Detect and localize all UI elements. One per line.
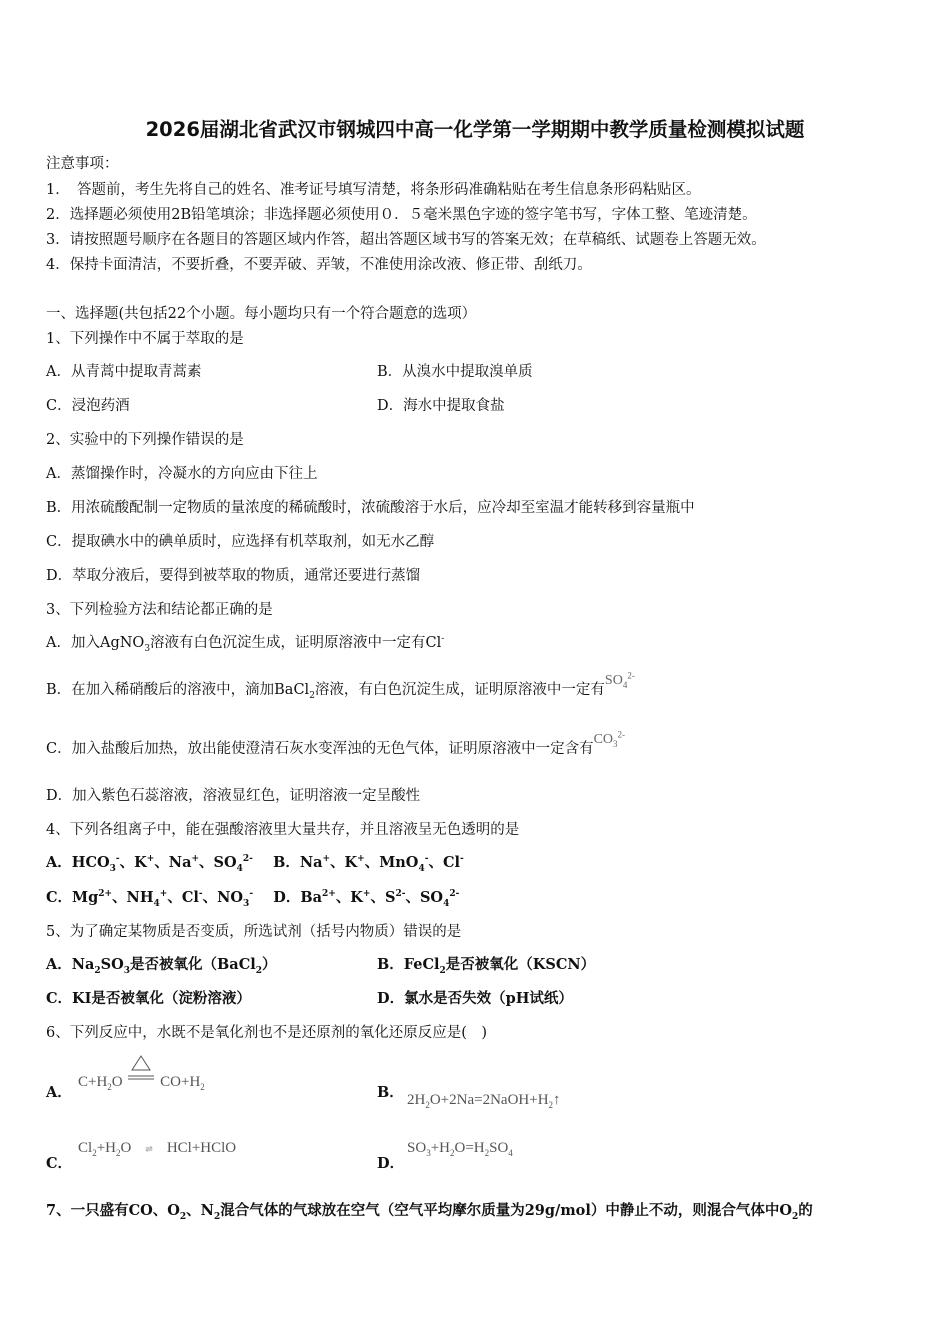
equation-d: $SO_3+H_2O=H_2SO_4$ — [407, 1140, 513, 1158]
option-d: D．萃取分液后，要得到被萃取的物质，通常还要进行蒸馏 — [46, 568, 421, 584]
section-heading: 一、选择题(共包括22个小题。每小题均只有一个符合题意的选项） — [46, 306, 477, 322]
notice-heading: 注意事项： — [46, 156, 119, 172]
page-title: 2026届湖北省武汉市钢城四中高一化学第一学期期中教学质量检测模拟试题 — [145, 118, 805, 141]
question-stem: 6、下列反应中，水既不是氧化剂也不是还原剂的氧化还原反应是( ) — [46, 1025, 488, 1041]
option-c: C．浸泡药酒 — [46, 398, 130, 414]
equation-a: $C+H_2O$ $CO+H_2$ — [78, 1074, 205, 1092]
option-d-label: D． — [377, 1155, 405, 1172]
notice-item: 4．保持卡面清洁，不要折叠，不要弄破、弄皱，不准使用涂改液、修正带、刮纸刀。 — [46, 257, 592, 273]
heat-triangle-icon — [128, 1054, 154, 1084]
option-c-label: C． — [46, 1155, 73, 1172]
question-stem: 1、下列操作中不属于萃取的是 — [46, 331, 244, 347]
question-stem: 7、一只盛有CO、$O_2$、$N_2$混合气体的气球放在空气（空气平均摩尔质量为29g/mol）中静止不动，则混合气体中$O_2$的 — [46, 1202, 813, 1222]
option-row: A．$HCO_3^-$、K+、Na+、$SO_4^{2-}$ B．Na+、K+、MnO$_4$-、Cl- — [46, 854, 464, 874]
option-d: D．氯水是否失效（pH试纸） — [377, 990, 573, 1007]
sulfate-ion: $SO_4^{2-}$ — [604, 670, 635, 690]
option-b-label: B． — [377, 1084, 404, 1101]
option-b: B．从溴水中提取溴单质 — [377, 364, 533, 380]
option-c: C．加入盐酸后加热，放出能使澄清石灰水变浑浊的无色气体，证明原溶液中一定含有$CO_3^{2-}$ — [46, 729, 626, 757]
option-d: D．加入紫色石蕊溶液，溶液显红色，证明溶液一定呈酸性 — [46, 788, 421, 804]
option-b: B．FeCl$_2$是否被氧化（KSCN） — [377, 956, 596, 976]
option-a: A．$Na_2SO_3$是否被氧化（BaCl$_2$） — [46, 956, 277, 976]
question-stem: 4、下列各组离子中，能在强酸溶液里大量共存，并且溶液呈无色透明的是 — [46, 822, 520, 838]
heat-equals-sign — [128, 1076, 154, 1086]
equilibrium-arrow-icon: ⇌ — [145, 1144, 153, 1154]
option-a: A．加入AgNO$_3$溶液有白色沉淀生成，证明原溶液中一定有Cl- — [46, 634, 445, 654]
option-c: C．KI是否被氧化（淀粉溶液） — [46, 990, 251, 1007]
option-row: C．$Mg^{2+}$、$NH_4^+$、Cl-、$NO_3^-$ D．$Ba^{2+}$、K+、$S^{2-}$、$SO_4^{2-}$ — [46, 889, 460, 909]
question-stem: 3、下列检验方法和结论都正确的是 — [46, 602, 273, 618]
equation-b: $2H_2O+2Na=2NaOH+H_2↑$ — [407, 1092, 561, 1110]
notice-item: 3．请按照题号顺序在各题目的答题区域内作答，超出答题区域书写的答案无效；在草稿纸、试题卷上答题无效。 — [46, 232, 766, 248]
question-stem: 2、实验中的下列操作错误的是 — [46, 432, 244, 448]
option-c: C．提取碘水中的碘单质时，应选择有机萃取剂，如无水乙醇 — [46, 534, 435, 550]
option-b: B．用浓硫酸配制一定物质的量浓度的稀硫酸时，浓硫酸溶于水后，应冷却至室温才能转移到容量瓶中 — [46, 500, 695, 516]
option-a-label: A． — [46, 1084, 72, 1101]
option-a: A．从青蒿中提取青蒿素 — [46, 364, 202, 380]
carbonate-ion: $CO_3^{2-}$ — [593, 729, 626, 749]
equation-c: $Cl_2+H_2O$ ⇌ HCl+HClO — [78, 1140, 237, 1158]
option-b: B．在加入稀硝酸后的溶液中，滴加BaCl$_2$溶液，有白色沉淀生成，证明原溶液中一定有$SO_4^{2-}$ — [46, 670, 635, 701]
option-a: A．蒸馏操作时，冷凝水的方向应由下往上 — [46, 466, 318, 482]
notice-item: 2．选择题必须使用2B铅笔填涂；非选择题必须使用０．５毫米黑色字迹的签字笔书写，字体工整、笔迹清楚。 — [46, 207, 757, 223]
option-d: D．海水中提取食盐 — [377, 398, 505, 414]
question-stem: 5、为了确定某物质是否变质，所选试剂（括号内物质）错误的是 — [46, 924, 462, 940]
notice-item: 1． 答题前，考生先将自己的姓名、准考证号填写清楚，将条形码准确粘贴在考生信息条形码粘贴区。 — [46, 182, 701, 198]
